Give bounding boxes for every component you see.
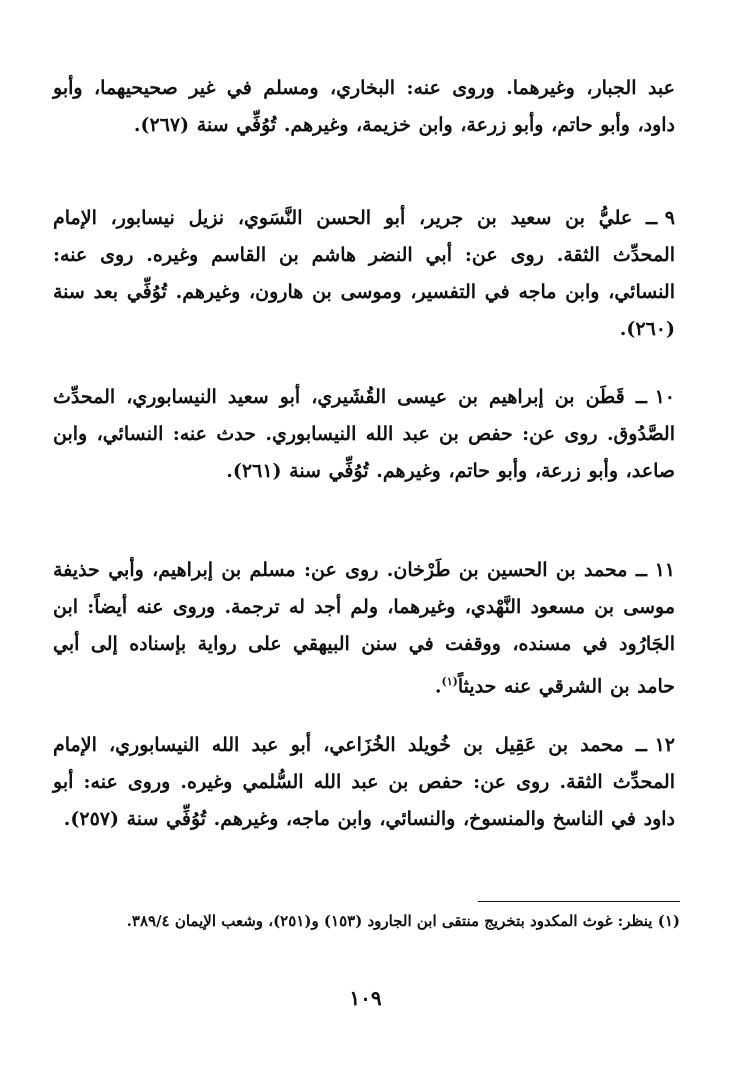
entry-period: . <box>434 675 442 698</box>
entry-text: محمد بن عَقِيل بن خُويلد الخُزَاعي، أبو عبد الله النيسابوري، الإمام المحدِّث الثقة. روى عن: حفص بن عبد الله السُّلمي وغيره. وروى عنه: أبو داود في الناسخ والمنسوخ، والنسائي، وابن ماجه، وغيرهم. تُوُفِّي سنة (٢٥٧). <box>53 734 675 830</box>
entry-11 <box>53 552 675 705</box>
footnote-text: ينظر: غوث المكدود بتخريج منتقى ابن الجارود (١٥٣) و(٢٥١)، وشعب الإيمان ٣٨٩/٤. <box>126 912 653 930</box>
page-number: ١٠٩ <box>349 986 382 1010</box>
footnote-divider <box>478 901 680 902</box>
footnote-reference[interactable]: (١) <box>441 675 458 688</box>
entry-number: ١٢ ــ <box>635 734 675 756</box>
entry-text: عليُّ بن سعيد بن جرير، أبو الحسن النَّسَوي، نزيل نيسابور، الإمام المحدِّث الثقة. روى عن: أبي النضر هاشم بن القاسم وغيره. روى عنه: النسائي، وابن ماجه في التفسير، وموسى بن هارون، وغيرهم. تُوُفِّي بعد سنة (٢٦٠). <box>53 207 675 340</box>
entry-text: قَطَن بن إبراهيم بن عيسى القُشَيري، أبو سعيد النيسابوري، المحدِّث الصَّدُوق. روى عن: حفص بن عبد الله النيسابوري. حدث عنه: النسائي، وابن صاعد، وأبو زرعة، وأبو حاتم، وغيرهم. تُوُفِّي سنة (٢٦١). <box>53 386 675 482</box>
footnote-marker: (١) <box>657 912 680 930</box>
entry-text: محمد بن الحسين بن طَرْخان. روى عن: مسلم بن إبراهيم، وأبي حذيفة موسى بن مسعود النَّهْدي، وغيرهما، ولم أجد له ترجمة. وروى عنه أيضاً: ابن الجَارُود في مسنده، ووقفت في سنن البيهقي على رواية بإسناده إلى أبي حامد بن الشرقي عنه حديثاً <box>53 559 675 698</box>
entry-continuation <box>53 70 675 144</box>
entry-9 <box>53 200 675 348</box>
entry-text: عبد الجبار، وغيرهما. وروى عنه: البخاري، ومسلم في غير صحيحيهما، وأبو داود، وأبو حاتم، وأبو زرعة، وابن خزيمة، وغيرهم. تُوُفِّي سنة (٢٦٧). <box>53 77 675 136</box>
entry-number: ٩ ــ <box>646 207 676 229</box>
footnote <box>52 906 680 936</box>
entry-10 <box>53 379 675 490</box>
entry-12 <box>53 727 675 838</box>
entry-number: ١٠ ــ <box>635 386 675 408</box>
entry-number: ١١ ــ <box>635 559 675 581</box>
